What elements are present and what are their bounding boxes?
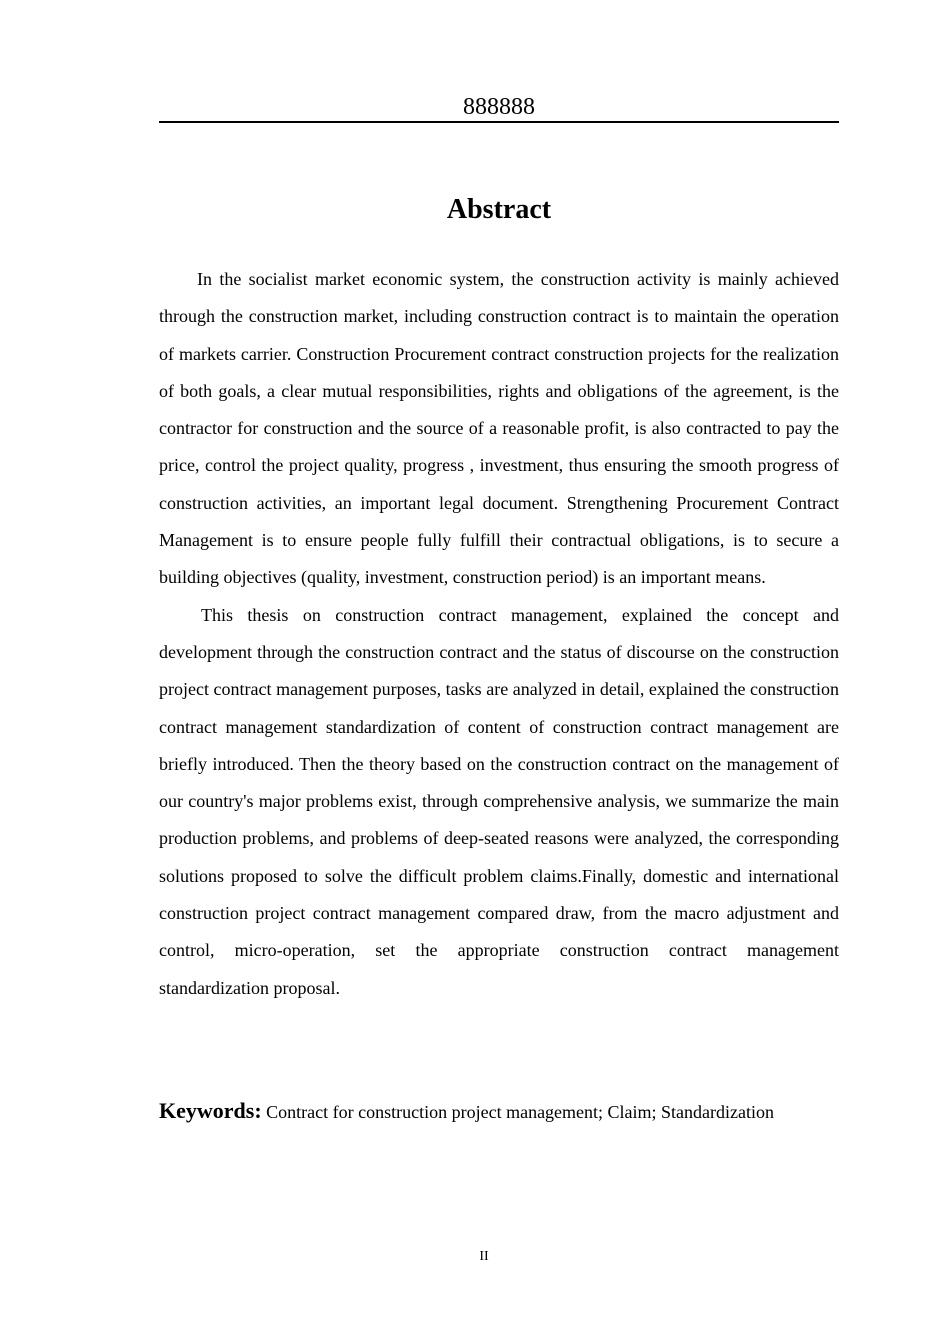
keywords-line bbox=[159, 1094, 839, 1129]
running-header: 888888 bbox=[463, 94, 535, 120]
abstract-paragraph-2: This thesis on construction contract management, explained the concept and development through the construction contract and the status of discourse on the construction project contract management purposes, tasks are analyzed in detail, explained the construction contract management standardization of content of construction contract management are briefly introduced. Then the theory based on the construction contract on the management of our country's major problems exist, through comprehensive analysis, we summarize the main production problems, and problems of deep-seated reasons were analyzed, the corresponding solutions proposed to solve the difficult problem claims.Finally, domestic and international construction project contract management compared draw, from the macro adjustment and control, micro-operation, set the appropriate construction contract management standardization proposal. bbox=[159, 604, 839, 998]
abstract-paragraph-1: In the socialist market economic system, the construction activity is mainly achieved through the construction market, including construction contract is to maintain the operation of markets carrier. Construction Procurement contract construction projects for the realization of both goals, a clear mutual responsibilities, rights and obligations of the agreement, is the contractor for construction and the source of a reasonable profit, is also contracted to pay the price, control the project quality, progress , investment, thus ensuring the smooth progress of construction activities, an important legal document. Strengthening Procurement Contract Management is to ensure people fully fulfill their contractual obligations, is to secure a building objectives (quality, investment, construction period) is an important means. bbox=[159, 269, 839, 588]
keywords-label: Keywords: bbox=[159, 1098, 262, 1123]
header-rule bbox=[159, 121, 839, 123]
page-number: II bbox=[479, 1249, 489, 1264]
abstract-body bbox=[159, 261, 839, 1007]
abstract-title: Abstract bbox=[446, 194, 552, 225]
keywords-text: Contract for construction project management; Claim; Standardization bbox=[266, 1102, 775, 1122]
